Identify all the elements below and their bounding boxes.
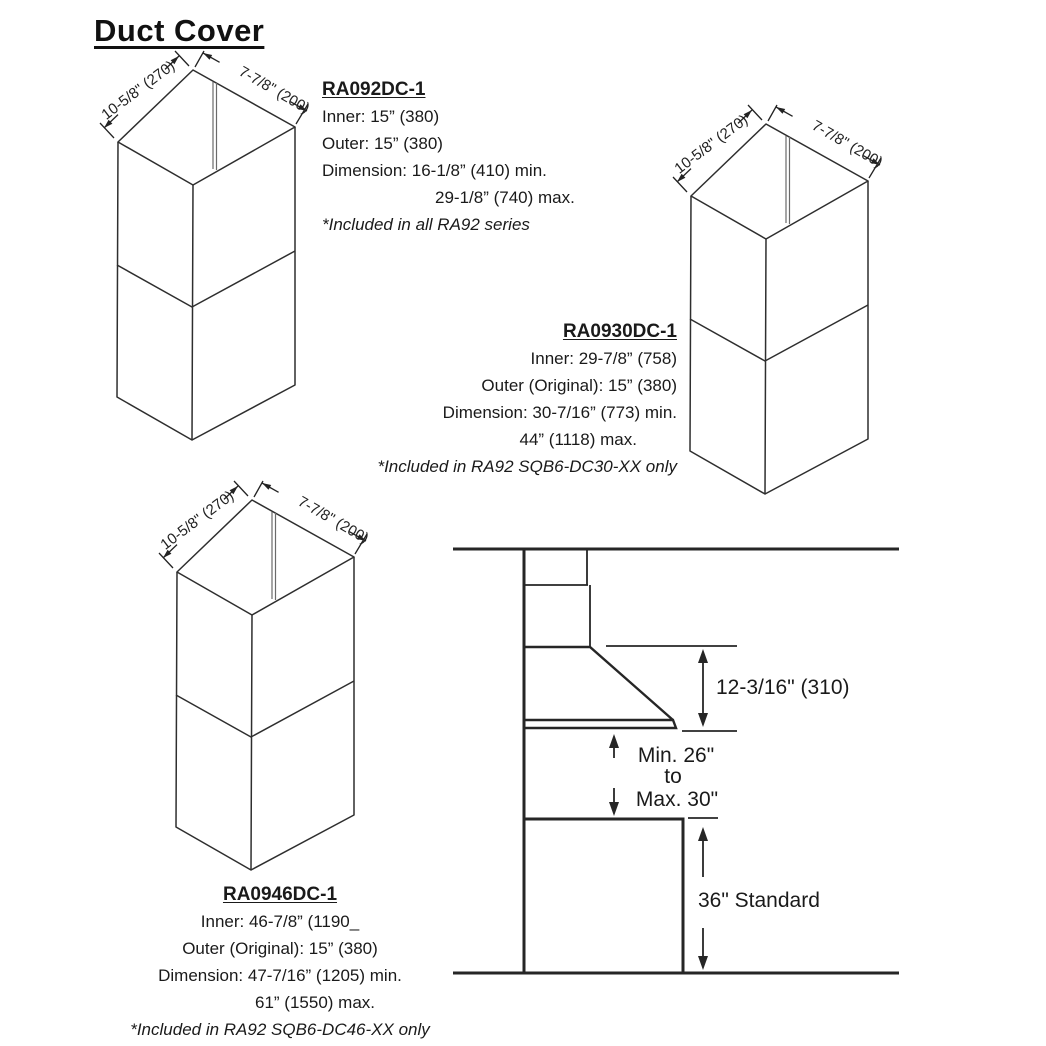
depth-dimension-label: 10-5/8" (270) xyxy=(157,487,238,554)
duct-cover-drawing-ra0946 xyxy=(144,479,384,879)
clearance-min-label: Min. 26" xyxy=(637,744,715,767)
outer-dimension: Outer (Original): 15” (380) xyxy=(182,939,378,958)
arrow-down-icon xyxy=(698,713,708,727)
depth-dimension-label: 10-5/8" (270) xyxy=(98,57,179,124)
counter-height-label: 36" Standard xyxy=(698,889,820,912)
duct-cover-drawing-ra092 xyxy=(85,49,325,449)
depth-dimension-label: 10-5/8" (270) xyxy=(671,111,752,178)
hood-outline xyxy=(525,647,676,728)
inclusion-note: *Included in RA92 SQB6-DC46-XX only xyxy=(130,1020,430,1039)
spec-block-ra092 xyxy=(322,76,575,238)
duct-cover-box xyxy=(673,105,881,494)
width-dimension-label: 7-7/8" (200) xyxy=(294,493,372,548)
dimension-max: 61” (1550) max. xyxy=(255,993,375,1012)
duct-cover-box xyxy=(100,51,308,440)
width-dimension-label: 7-7/8" (200) xyxy=(235,63,313,118)
dimension-min: Dimension: 16-1/8” (410) min. xyxy=(322,161,547,180)
arrow-down-icon xyxy=(698,956,708,970)
dimension-max: 29-1/8” (740) max. xyxy=(435,188,575,207)
outer-dimension: Outer: 15” (380) xyxy=(322,134,443,153)
page-title: Duct Cover xyxy=(94,13,265,48)
clearance-max-label: Max. 30" xyxy=(635,788,719,811)
inclusion-note: *Included in RA92 SQB6-DC30-XX only xyxy=(377,457,677,476)
inner-dimension: Inner: 29-7/8” (758) xyxy=(530,349,677,368)
outer-dimension: Outer (Original): 15” (380) xyxy=(481,376,677,395)
arrow-up-icon xyxy=(698,649,708,663)
installation-side-view xyxy=(445,540,905,980)
arrow-up-icon xyxy=(609,734,619,748)
dimension-max: 44” (1118) max. xyxy=(519,430,637,449)
inner-dimension: Inner: 15” (380) xyxy=(322,107,440,126)
inner-dimension: Inner: 46-7/8” (1190_ xyxy=(200,912,360,931)
model-name: RA092DC-1 xyxy=(322,79,426,100)
arrow-up-icon xyxy=(698,827,708,841)
clearance-connector-label: to xyxy=(664,765,682,788)
duct-cover-lines xyxy=(525,549,590,647)
model-name: RA0946DC-1 xyxy=(222,884,338,905)
spec-block-ra0946 xyxy=(50,881,510,1043)
duct-cover-box xyxy=(159,481,367,870)
dimension-min: Dimension: 47-7/16” (1205) min. xyxy=(158,966,402,985)
spec-block-ra0930 xyxy=(377,318,677,480)
countertop-outline xyxy=(524,819,683,973)
inclusion-note: *Included in all RA92 series xyxy=(322,215,530,234)
duct-cover-drawing-ra0930 xyxy=(658,103,898,503)
arrow-down-icon xyxy=(609,802,619,816)
width-dimension-label: 7-7/8" (200) xyxy=(808,117,886,172)
dimension-min: Dimension: 30-7/16” (773) min. xyxy=(442,403,677,422)
model-name: RA0930DC-1 xyxy=(562,321,677,342)
hood-height-label: 12-3/16" (310) xyxy=(716,676,850,699)
